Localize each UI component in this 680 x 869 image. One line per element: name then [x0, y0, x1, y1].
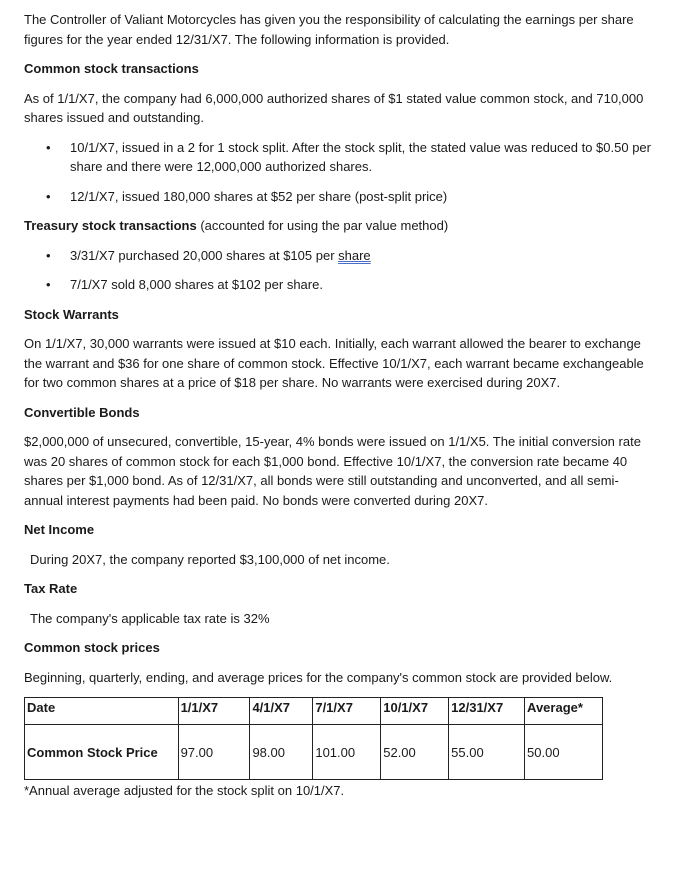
net-income-heading: Net Income — [24, 522, 95, 537]
treasury-heading-title: Treasury stock transactions — [24, 218, 197, 233]
bullet-icon: • — [46, 277, 51, 292]
stock-prices-heading: Common stock prices — [24, 640, 160, 655]
stock-prices-intro: Beginning, quarterly, ending, and average prices for the company's common stock are provided below. — [24, 669, 613, 685]
bonds-heading: Convertible Bonds — [24, 404, 140, 420]
list-item: • 10/1/X7, issued in a 2 for 1 stock split. After the stock split, the stated value was reduced to $0.50 per share and there were 12,000,000 authorized shares. — [46, 139, 651, 174]
list-item: • 12/1/X7, issued 180,000 shares at $52 per share (post-split price) — [24, 187, 656, 207]
table-header-cell: Date — [25, 698, 179, 725]
tax-rate-text: The company's applicable tax rate is 32% — [30, 610, 270, 626]
net-income-text: During 20X7, the company reported $3,100,000 of net income. — [30, 551, 390, 567]
bullet-icon: • — [46, 247, 51, 263]
table-header-cell: 10/1/X7 — [381, 698, 449, 725]
table-header-cell: Average* — [525, 698, 603, 725]
table-header-cell: 12/31/X7 — [449, 698, 525, 725]
list-item: • 7/1/X7 sold 8,000 shares at $102 per share. — [24, 275, 656, 295]
bullet-icon: • — [46, 188, 51, 204]
treasury-heading-note: (accounted for using the par value method) — [196, 218, 449, 233]
table-header-cell: 1/1/X7 — [178, 698, 250, 725]
table-cell: 55.00 — [449, 725, 525, 780]
intro-paragraph: The Controller of Valiant Motorcycles has given you the responsibility of calculating the earnings per share figures for the year ended 12/31/X7. The following information is provided. — [24, 12, 634, 47]
table-header-cell: 7/1/X7 — [313, 698, 381, 725]
table-footnote: *Annual average adjusted for the stock split on 10/1/X7. — [24, 783, 345, 798]
warrants-paragraph: On 1/1/X7, 30,000 warrants were issued at $10 each. Initially, each warrant allowed the bearer to exchange the warrant and $36 for one share of common stock. Effective 10/1/X7, each warrant became exchangeable for two common shares at a price of $18 per share. No warrants were exercised during 20X7. — [24, 336, 644, 390]
treasury-heading — [24, 216, 656, 236]
table-header-row — [25, 698, 603, 725]
table-cell: 52.00 — [381, 725, 449, 780]
table-row — [25, 725, 603, 780]
bullet-icon: • — [46, 139, 51, 155]
treasury-bullet-list — [24, 246, 656, 295]
warrants-heading: Stock Warrants — [24, 306, 119, 322]
table-header-cell: 4/1/X7 — [250, 698, 313, 725]
table-cell: 98.00 — [250, 725, 313, 780]
common-stock-heading: Common stock transactions — [24, 61, 199, 76]
tax-rate-heading: Tax Rate — [24, 581, 78, 596]
stock-price-table — [24, 697, 603, 780]
list-item: • 3/31/X7 purchased 20,000 shares at $105 per share — [24, 246, 656, 266]
table-row-label: Common Stock Price — [25, 725, 179, 780]
grammar-flagged-word: share — [338, 247, 371, 263]
table-cell: 50.00 — [525, 725, 603, 780]
table-cell: 97.00 — [178, 725, 250, 780]
bonds-paragraph: $2,000,000 of unsecured, convertible, 15-year, 4% bonds were issued on 1/1/X5. The initial conversion rate was 20 shares of common stock for each $1,000 bond. Effective 10/1/X7, the conversion rate became 40 shares per $1,000 bond. As of 12/31/X7, all bonds were still outstanding and unconverted, and all semi-annual interest payments had been paid. No bonds were converted during 20X7. — [24, 434, 641, 508]
common-stock-bullet-list — [24, 138, 656, 207]
common-stock-paragraph: As of 1/1/X7, the company had 6,000,000 authorized shares of $1 stated value common stock, and 710,000 shares issued and outstanding. — [24, 90, 644, 125]
table-cell: 101.00 — [313, 725, 381, 780]
